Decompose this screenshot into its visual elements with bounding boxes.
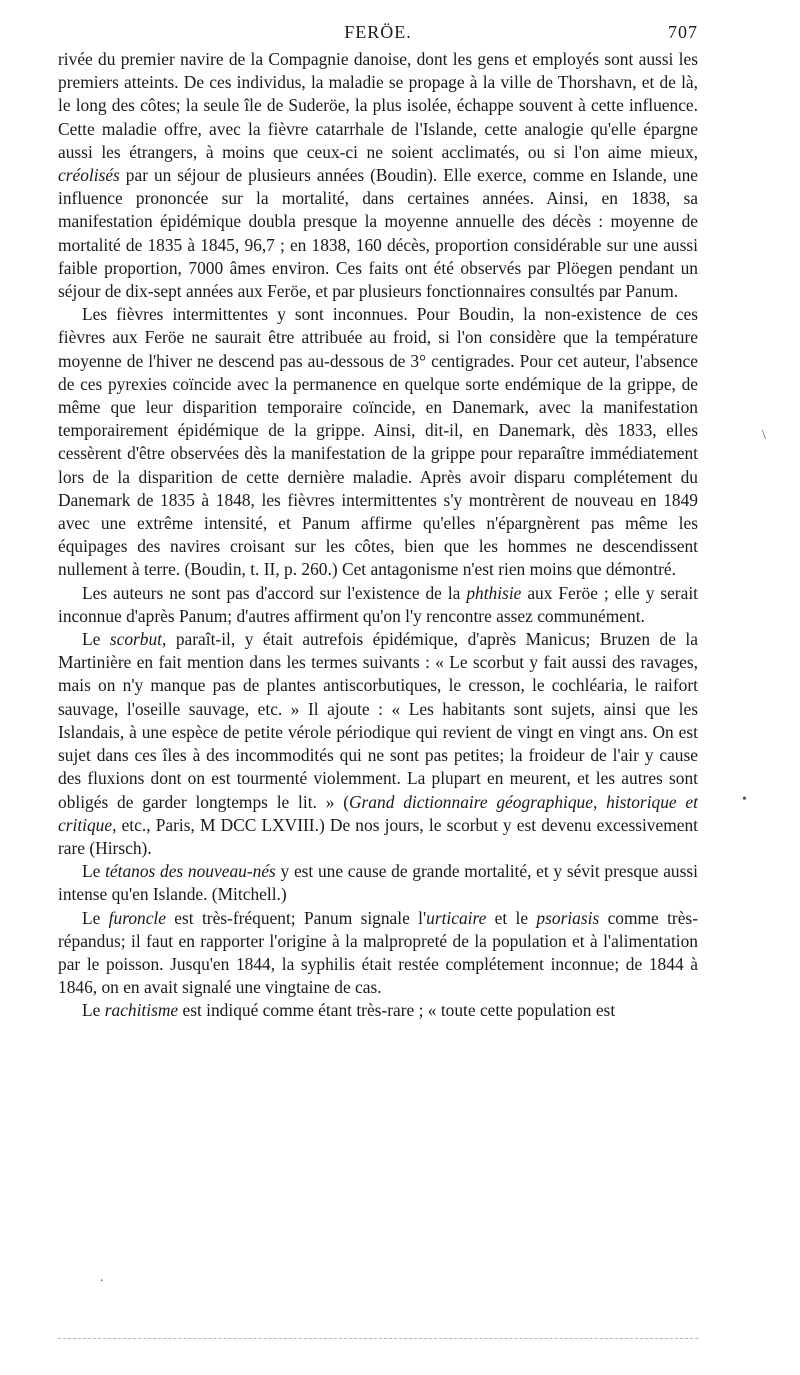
paragraph [58,860,698,906]
italic-term: rachitisme [104,1000,179,1021]
text-run: y est une cause de grande mortalité, et y sévit presque aussi intense qu'en Islande. (Mitchell.) [58,861,698,905]
italic-term: tétanos des nouveau-nés [105,861,276,882]
book-page [58,18,698,1023]
margin-mark: . [100,1270,104,1285]
paragraph [58,303,698,581]
paragraph [58,582,698,628]
margin-mark: \ [762,428,766,443]
text-run: comme très-répandus; il faut en rapporter l'origine à la malpropreté de la population et à l'alimentation par le poisson. Jusqu'en 1844, la syphilis était restée complétement inconnue; de 1844 à 1846, on en avait signalé une vingtaine de cas. [58,907,698,998]
paragraph [58,628,698,860]
text-run: , paraît-il, y était autrefois épidémique, d'après Manicus; Bruzen de la Martinière en fait mention dans les termes suivants : « Le scorbut y fait aussi des ravages, mais on n'y manque pas de plantes antiscorbutiques, le cresson, le cochléaria, le raifort sauvage, l'oseille sauvage, etc. » Il ajoute : « Les habitants sont sujets, ainsi que les Islandais, à une espèce de petite vérole périodique qui revient de vingt en vingt ans. On est sujet dans ces îles à des incommodités qui ne sont pas petites; la froideur de l'air y cause des fluxions dont on est tourmenté violemment. La plupart en meurent, et les autres sont obligés de garder longtemps le lit. » ( [58,629,698,812]
text-run: Le [82,629,110,650]
text-run: est indiqué comme étant très-rare ; « toute cette population est [178,1000,616,1021]
italic-term: créolisés [58,165,120,186]
text-run: rivée du premier navire de la Compagnie danoise, dont les gens et employés sont aussi les premiers atteints. De ces individus, la maladie se propage à la ville de Thorshavn, et de là, le long des côtes; la seule île de Suderöe, la plus isolée, échappe souvent à cette influence. Cette maladie offre, avec la fièvre catarrhale de l'Islande, cette analogie qu'elle épargne aussi les étrangers, à moins que ceux-ci ne soient acclimatés, ou si l'on aime mieux, [58,49,698,162]
italic-term: Grand dictionnaire géographique, historique et critique [58,791,698,835]
text-run: Le [82,907,109,928]
paragraph [58,907,698,1000]
text-run: par un séjour de plusieurs années (Boudin). Elle exerce, comme en Islande, une influence prononcée sur la mortalité, dans certaines années. Ainsi, en 1838, sa manifestation épidémique doubla presque la moyenne annuelle des décès : moyenne de mortalité de 1835 à 1845, 96,7 ; en 1838, 160 décès, proportion considérable sur une aussi faible proportion, 7000 âmes environ. Ces faits ont été observés par Plöegen pendant un séjour de dix-sept années aux Feröe, et par plusieurs fonctionnaires consultés par Panum. [58,165,698,302]
page-header [58,18,698,48]
paragraph [58,48,698,303]
paragraph [58,999,698,1022]
body-text [58,48,698,1023]
italic-term: scorbut [109,629,163,650]
running-title: FERÖE. [344,22,412,42]
page-bottom-rule [58,1338,698,1339]
margin-mark: • [742,792,747,807]
italic-term: furoncle [108,907,166,928]
italic-term: psoriasis [536,907,600,928]
text-run: et le [486,907,537,928]
text-run: Le [82,861,106,882]
text-run: Les auteurs ne sont pas d'accord sur l'existence de la [82,582,467,603]
italic-term: phthisie [466,582,522,603]
italic-term: urticaire [426,907,487,928]
page-number: 707 [668,22,698,42]
text-run: Les fièvres intermittentes y sont inconnues. Pour Boudin, la non-existence de ces fièvres aux Feröe ne saurait être attribuée au froid, si l'on considère que la température moyenne de l'hiver ne descend pas au-dessous de 3° centigrades. Pour cet auteur, l'absence de ces pyrexies coïncide avec la permanence en quelque sorte endémique de la grippe, de même que leur disparition temporaire coïncide, en Danemark, avec la manifestation temporairement épidémique de la grippe. Ainsi, dit-il, en Danemark, dès 1833, elles cessèrent d'être observées dès la manifestation de la grippe pour reparaître immédiatement lors de la disparition de cette dernière maladie. Après avoir disparu complétement du Danemark de 1835 à 1848, les fièvres intermittentes s'y montrèrent de nouveau en 1849 avec une extrême intensité, et Panum affirme qu'elles n'épargnèrent pas même les équipages des navires croisant sur les côtes, bien que les hommes ne descendissent nullement à terre. (Boudin, t. II, p. 260.) Cet antagonisme n'est rien moins que démontré. [58,304,698,580]
text-run: est très-fréquent; Panum signale l' [165,907,427,928]
text-run: aux Feröe ; elle y serait inconnue d'après Panum; d'autres affirment qu'on l'y rencontre assez communément. [58,582,698,626]
text-run: Le [82,1000,105,1021]
text-run: , etc., Paris, M DCC LXVIII.) De nos jours, le scorbut y est devenu excessivement rare (Hirsch). [58,814,698,858]
